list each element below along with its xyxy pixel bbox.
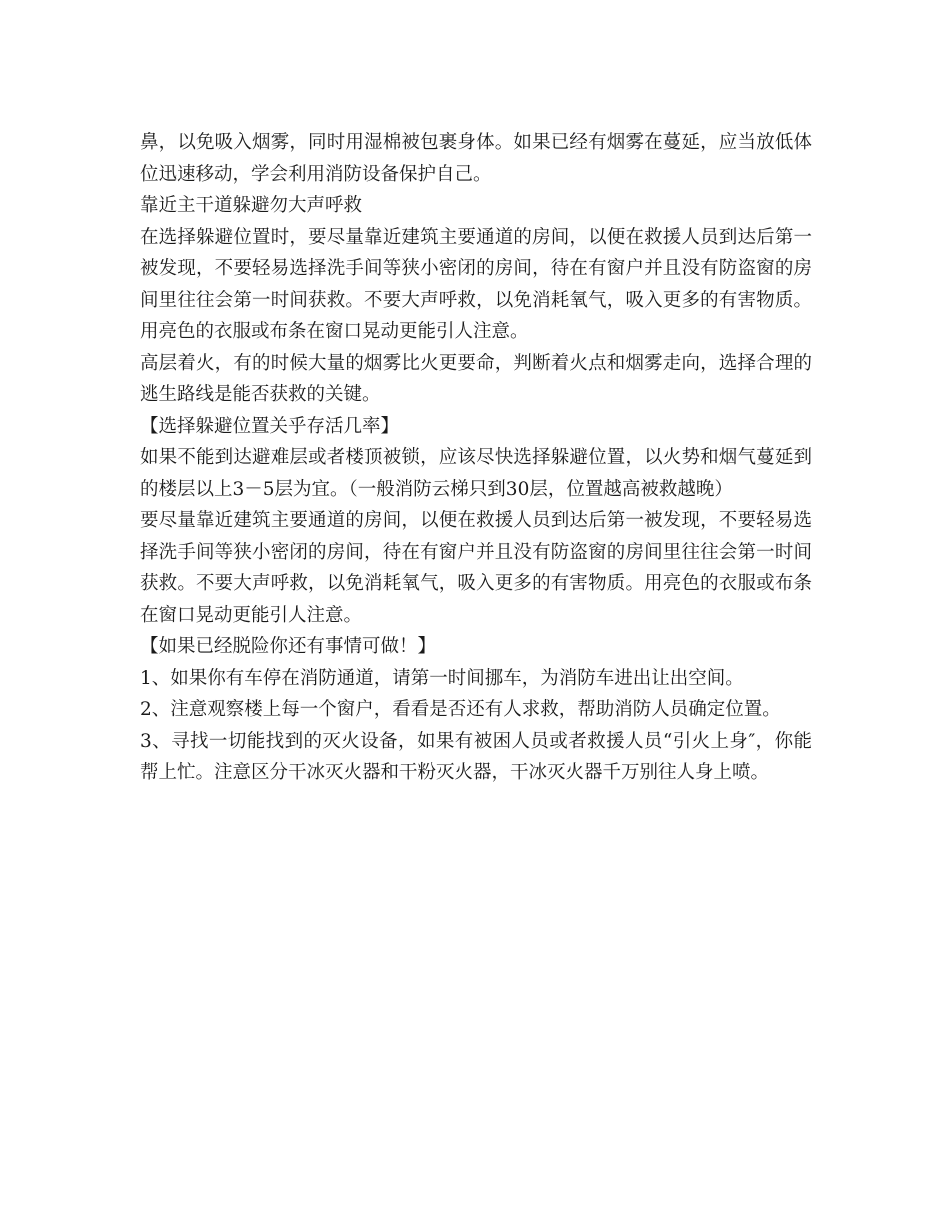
paragraph-shelter-location: 在选择躲避位置时，要尽量靠近建筑主要通道的房间，以便在救援人员到达后第一被发现，不要轻易选择洗手间等狭小密闭的房间，待在有窗户并且没有防盗窗的房间里往往会第一时间获救。不要大声呼救，以免消耗氧气，吸入更多的有害物质。用亮色的衣服或布条在窗口晃动更能引人注意。 <box>140 226 812 342</box>
section-heading-after-escape: 【如果已经脱险你还有事情可做！】 <box>140 636 437 657</box>
list-item-move-car: 1、如果你有车停在消防通道，请第一时间挪车，为消防车进出让出空间。 <box>140 667 744 689</box>
section-heading-main-road: 靠近主干道躲避勿大声呼救 <box>140 195 363 216</box>
list-item-extinguisher: 3、寻找一切能找到的灭火设备，如果有被困人员或者救援人员“引火上身″，你能帮上忙。注意区分干冰灭火器和干粉灭火器，干冰灭火器千万别往人身上喷。 <box>140 730 812 783</box>
list-item-observe-windows: 2、注意观察楼上每一个窗户，看看是否还有人求救，帮助消防人员确定位置。 <box>140 699 781 720</box>
paragraph-refuge-floor: 如果不能到达避难层或者楼顶被锁，应该尽快选择躲避位置，以火势和烟气蔓延到的楼层以上3－5层为宜。（一般消防云梯只到30层，位置越高被救越晚） <box>140 447 812 500</box>
section-heading-survival-rate: 【选择躲避位置关乎存活几率】 <box>140 415 400 437</box>
paragraph-high-rise-smoke: 高层着火，有的时候大量的烟雾比火更要命，判断着火点和烟雾走向，选择合理的逃生路线是能否获救的关键。 <box>140 352 812 405</box>
paragraph-main-passage: 要尽量靠近建筑主要通道的房间，以便在救援人员到达后第一被发现，不要轻易选择洗手间等狭小密闭的房间，待在有窗户并且没有防盗窗的房间里往往会第一时间获救。不要大声呼救，以免消耗氧气，吸入更多的有害物质。用亮色的衣服或布条在窗口晃动更能引人注意。 <box>140 510 812 626</box>
document-body <box>140 127 812 789</box>
paragraph-continuation: 鼻，以免吸入烟雾，同时用湿棉被包裹身体。如果已经有烟雾在蔓延，应当放低体位迅速移动，学会利用消防设备保护自己。 <box>140 132 812 185</box>
